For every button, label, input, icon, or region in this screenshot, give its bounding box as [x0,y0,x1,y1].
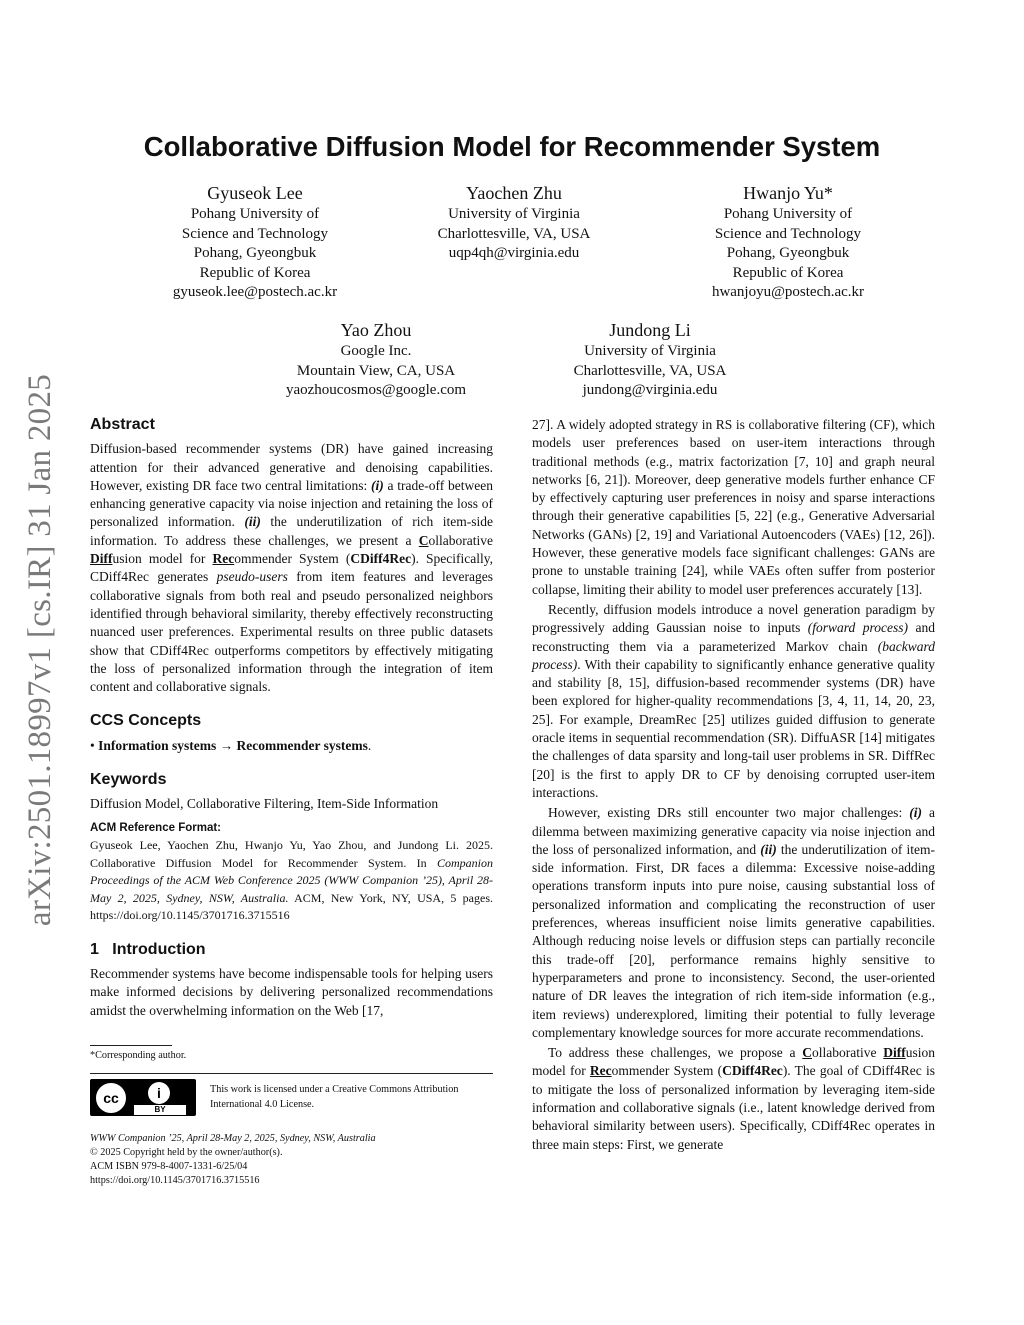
left-column [90,416,493,1020]
paper-title: Collaborative Diffusion Model for Recommender System [143,131,881,162]
author-block [666,181,910,303]
author-location: Pohang, Gyeongbuk [193,245,317,262]
paragraph: To address these challenges, we propose a Collaborative Diffusion model for Recommender System (CDiff4Rec). The goal of CDiff4Rec is to mitigate the loss of personalized information by leveraging item-side information and collaborative signals (i.e., latent knowledge derived from behavioral similarity between users). Specifically, CDiff4Rec operates in three main steps: First, we generate [532,1045,935,1152]
author-block [392,181,636,264]
author-name: Yaochen Zhu [466,183,562,203]
author-location: Charlottesville, VA, USA [437,225,591,242]
license-text: This work is licensed under a Creative Commons Attribution International 4.0 License. [210,1084,459,1110]
right-column [532,416,935,1154]
author-location: Pohang, Gyeongbuk [726,245,850,262]
author-affiliation: University of Virginia [448,206,580,222]
author-affiliation: University of Virginia [584,343,716,359]
paragraph: However, existing DRs still encounter two major challenges: (i) a dilemma between maximizing generative capacity via noise injection and the loss of personalized information, and (ii) the underutilization of item-side information. First, DR faces a dilemma: Excessive noise-adding operations transform inputs into pure noise, causing substantial loss of personalized information and complicating the reconstruction of user preferences, whereas insufficient noise limits generative capabilities. Although reducing noise levels or diffusion steps can partially reconcile this trade-off [20], performance remains highly sensitive to hyperparameters and prone to inconsistency. Second, the user-oriented nature of DR leaves the integration of rich item-side information (e.g., item reviews) underexplored, limiting their potential to fully leverage complementary knowledge sources for more accurate recommendations. [532,805,935,1040]
author-country: Republic of Korea [732,264,844,281]
author-block [254,318,498,401]
author-affiliation: Google Inc. [340,343,412,359]
venue-line: WWW Companion ’25, April 28-May 2, 2025, Sydney, NSW, Australia [90,1133,376,1144]
author-location: Mountain View, CA, USA [296,362,456,379]
copyright-line: © 2025 Copyright held by the owner/author(s). [90,1147,283,1158]
copyright-block [90,1132,493,1188]
author-block [528,318,772,401]
acm-reference-text: Gyuseok Lee, Yaochen Zhu, Hwanjo Yu, Yao Zhou, and Jundong Li. 2025. Collaborative Diffusion Model for Recommender System. In Companion Proceedings of the ACM Web Conference 2025 (WWW Companion ’25), April 28-May 2, 2025, Sydney, NSW, Australia. ACM, New York, NY, USA, 5 pages. https://doi.org/10.1145/3701716.3715516 [90,838,493,923]
acm-reference-heading: ACM Reference Format: [90,821,221,834]
footnote-rule [90,1045,172,1046]
paragraph: 27]. A widely adopted strategy in RS is collaborative filtering (CF), which models user preferences based on user-item interactions through traditional methods (e.g., matrix factorization [7, 10] and graph neural networks [6, 21]). Moreover, deep generative models further enhance CF by effectively capturing user preferences in noisy and sparse interactions through their generative capabilities [5, 22] (e.g., Generative Adversarial Networks (GANs) [2, 19] and Variational Autoencoders (VAEs) [12, 26]). However, these generative models face significant challenges: GANs are prone to unstable training [24], while VAEs often suffer from posterior collapse, limiting their ability to model user preferences accurately [13]. [532,417,935,597]
author-location: Charlottesville, VA, USA [573,362,727,379]
introduction-text: Recommender systems have become indispensable tools for helping users make informed decisions by delivering personalized recommendations amidst the overwhelming information on the Web [17, [90,965,493,1018]
author-affiliation: Science and Technology [714,225,862,242]
ccs-concepts: • Information systems → Recommender systems. [90,737,372,753]
footnote: *Corresponding author. [90,1050,187,1061]
author-email[interactable]: jundong@virginia.edu [582,382,718,399]
author-affiliation: Pohang University of [190,206,320,222]
author-name: Hwanjo Yu* [743,183,833,203]
author-name: Yao Zhou [340,320,412,340]
attribution-person-icon: i [148,1082,170,1104]
author-email[interactable]: gyuseok.lee@postech.ac.kr [172,284,338,301]
author-name: Gyuseok Lee [207,183,303,203]
license-rule [90,1073,493,1074]
author-country: Republic of Korea [199,264,311,281]
introduction-heading: 1 Introduction [90,940,206,958]
by-label: BY [134,1105,186,1115]
author-email[interactable]: hwanjoyu@postech.ac.kr [711,284,865,301]
abstract-text: Diffusion-based recommender systems (DR) have gained increasing attention for their advanced generative and denoising capabilities. However, existing DR face two central limitations: (i) a trade-off between enhancing generative capacity via noise injection and retaining the loss of personalized information. (ii) the underutilization of rich item-side information. To address these challenges, we present a Collaborative Diffusion model for Recommender System (CDiff4Rec). Specifically, CDiff4Rec generates pseudo-users from item features and leverages collaborative signals from both real and pseudo personalized neighbors identified through behavioral similarity, thereby effectively reconstructing nuanced user preferences. Experimental results on three public datasets show that CDiff4Rec outperforms competitors by effectively mitigating the loss of personalized information through the integration of item content and collaborative signals. [90,441,494,695]
author-affiliation: Science and Technology [181,225,329,242]
creative-commons-logo[interactable] [90,1079,196,1116]
author-name: Jundong Li [609,320,691,340]
arxiv-identifier: arXiv:2501.18997v1 [cs.IR] 31 Jan 2025 [22,373,58,927]
author-affiliation: Pohang University of [723,206,853,222]
abstract-heading: Abstract [90,416,155,433]
keywords-heading: Keywords [90,771,167,789]
author-block [133,181,377,303]
isbn-line: ACM ISBN 979-8-4007-1331-6/25/04 [90,1161,248,1172]
author-email[interactable]: yaozhoucosmos@google.com [285,382,467,399]
doi-link[interactable]: https://doi.org/10.1145/3701716.3715516 [90,1175,260,1186]
keywords-text: Diffusion Model, Collaborative Filtering, Item-Side Information [90,796,439,812]
paragraph: Recently, diffusion models introduce a novel generation paradigm by progressively adding Gaussian noise to inputs (forward process) and reconstructing them via a parameterized Markov chain (backward process). With their capability to significantly enhance generative quality and stability [8, 15], diffusion-based recommender systems (DR) have been explored for higher-quality recommendations [3, 4, 11, 14, 20, 23, 25]. For example, DreamRec [25] utilizes guided diffusion to generate oracle items in sequential recommendation (SR). DiffuASR [14] mitigates the challenges of data sparsity and long-tail user problems in SR. DiffRec [20] is the first to apply DR to CF by denoising corrupted user-item interactions. [532,601,935,800]
acm-reference [90,820,493,925]
cc-icon: cc [94,1081,128,1115]
ccs-heading: CCS Concepts [90,712,202,730]
author-email[interactable]: uqp4qh@virginia.edu [448,245,580,262]
